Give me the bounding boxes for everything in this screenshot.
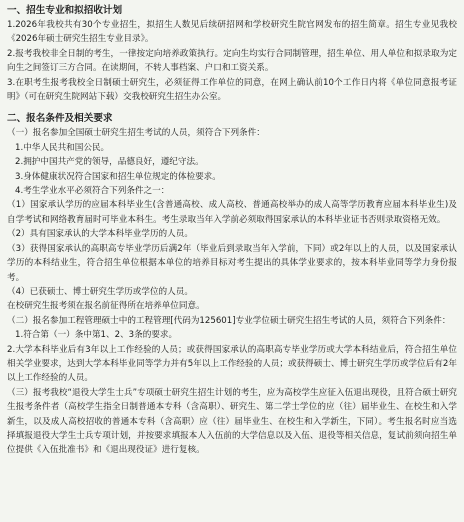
paragraph: 在校研究生报考须在报名前征得所在培养单位同意。: [7, 301, 205, 312]
paragraph: 2.拥护中国共产党的领导，品德良好，遵纪守法。: [15, 157, 204, 168]
paragraph: （2）具有国家承认的大学本科毕业学历的人员。: [7, 229, 193, 240]
paragraph: （4）已获硕士、博士研究生学历或学位的人员。: [7, 286, 193, 297]
paragraph: 1.2026年我校共有30个专业招生，拟招生人数见后续研招网和学校研究生院官网发布的招生简章。招生专业见我校《2026年硕士研究生招生专业目录》。: [7, 20, 457, 45]
paragraph: 3.身体健康状况符合国家和招生单位规定的体检要求。: [15, 171, 221, 182]
paragraph: 1.符合第（一）条中第1、2、3条的要求。: [15, 330, 178, 341]
section-1-heading: 一、招生专业和拟招收计划: [7, 5, 123, 16]
paragraph: 2.报考我校非全日制的考生，一律按定向培养政策执行。定向生均实行合同制管理，招生单位、用人单位和拟录取为定向生之间签订三方合同。在读期间，不转人事档案、户口和工资关系。: [7, 48, 457, 74]
paragraph: （一）报名参加全国硕士研究生招生考试的人员，须符合下列条件：: [7, 128, 265, 139]
paragraph: （二）报名参加工程管理硕士中的工程管理[代码为125601]专业学位硕士研究生招生考试的人员，须符合下列条件：: [7, 315, 451, 326]
paragraph: 1.中华人民共和国公民。: [15, 142, 110, 153]
paragraph: 4.考生学业水平必须符合下列条件之一：: [15, 186, 170, 197]
paragraph: 2.大学本科毕业后有3年以上工作经验的人员；或获得国家承认的高职高专毕业学历或大学本科结业后，符合招生单位相关学业要求，达到大学本科毕业同等学力并有5年以上工作经验的人员；或获得硕士、博士研究生学历或学位后有2年以上工作经验的人员。: [7, 344, 457, 384]
paragraph: （三）报考我校“退役大学生士兵”专项硕士研究生招生计划的考生，应为高校学生应征入伍退出现役，且符合硕士研究生报考条件者（高校学生指全日制普通本专科（含高职）、研究生、第二学士学位的应（往）届毕业生、在校生和入学新生，以及成人高校招收的普通本专科（含高职）应（往）届毕业生、在校生和入学新生，下同）。考生报名时应当选择填报退役大学生士兵专项计划，并按要求填报本人入伍前的大学信息以及入伍、退役等相关信息，复试前须向招生单位提供《入伍批准书》和《退出现役证》进行复核。: [7, 387, 457, 456]
section-2-heading: 二、报名条件及相关要求: [7, 113, 113, 125]
paragraph: （3）获得国家承认的高职高专毕业学历后满2年（毕业后到录取当年入学前，下同）或2年以上的人员，以及国家承认学历的本科结业生，符合招生单位根据本单位的培养目标对考生提出的具体学业要求的，按本科毕业同等学力身份报考。: [7, 243, 457, 283]
paragraph: （1）国家承认学历的应届本科毕业生(含普通高校、成人高校、普通高校举办的成人高等学历教育应届本科毕业生)及自学考试和网络教育届时可毕业本科生。考生录取当年入学前必须取得国家承认的本科毕业证书否则录取资格无效。: [7, 200, 457, 225]
paragraph: 3.在职考生报考我校全日制硕士研究生，必须征得工作单位的同意，在网上确认前10个工作日内将《单位同意报考证明》（可在研究生院网站下载）交我校研究生招生办公室。: [7, 77, 457, 103]
